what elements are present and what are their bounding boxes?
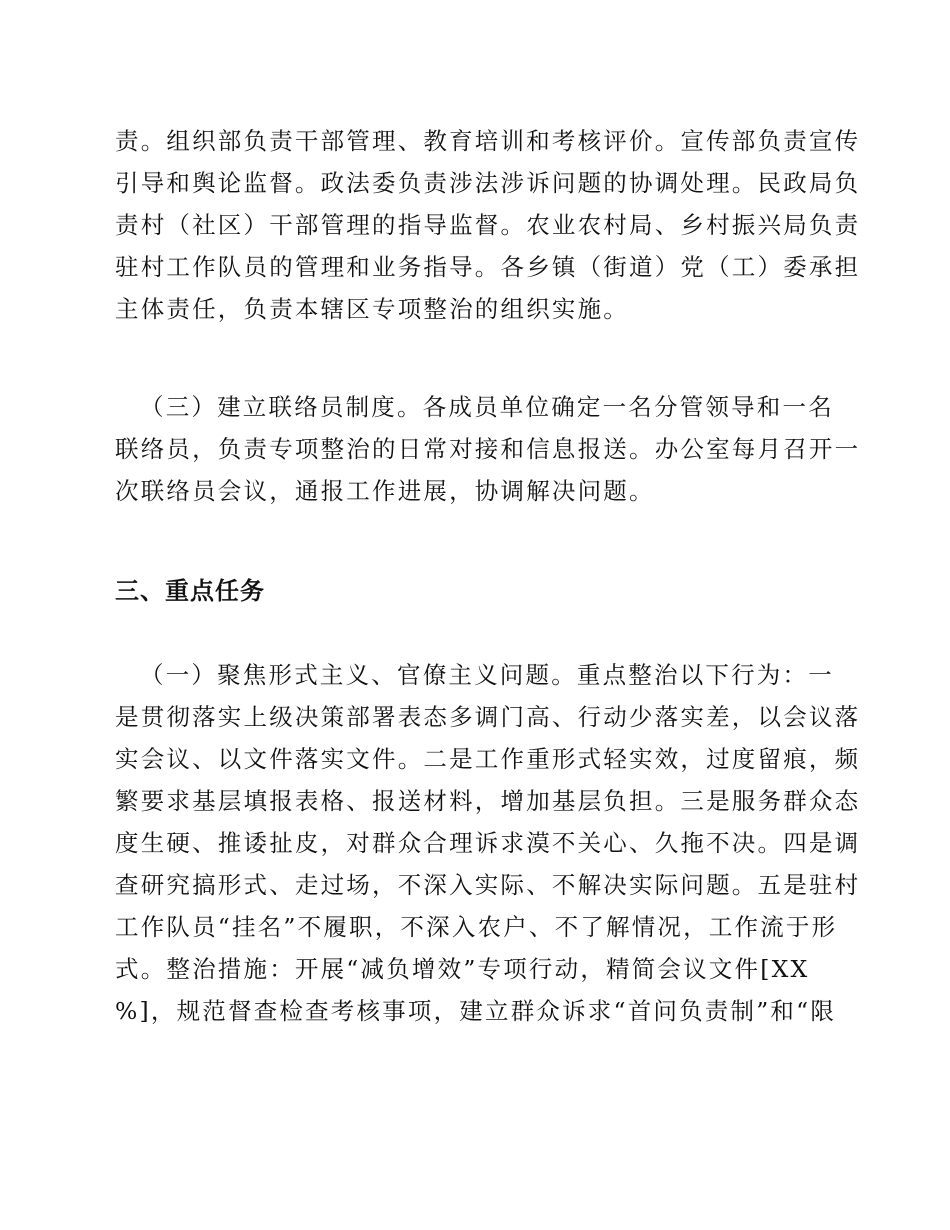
body-text-line: 驻村工作队员的管理和业务指导。各乡镇（街道）党（工）委承担: [115, 253, 861, 281]
body-text-line: 次联络员会议，通报工作进展，协调解决问题。: [115, 477, 655, 505]
body-text-line: 责村（社区）干部管理的指导监督。农业农村局、乡村振兴局负责: [115, 211, 861, 239]
body-text-line: 工作队员“挂名”不履职，不深入农户、不了解情况，工作流于形: [115, 913, 838, 941]
body-text-line: 查研究搞形式、走过场，不深入实际、不解决实际问题。五是驻村: [115, 871, 861, 899]
body-text-line: 是贯彻落实上级决策部署表态多调门高、行动少落实差，以会议落: [115, 703, 861, 731]
body-text-line: （三）建立联络员制度。各成员单位确定一名分管领导和一名: [140, 393, 834, 421]
body-text-line: 度生硬、推诿扯皮，对群众合理诉求漠不关心、久拖不决。四是调: [115, 829, 861, 857]
body-text-line: 责。组织部负责干部管理、教育培训和考核评价。宣传部负责宣传: [115, 127, 861, 155]
body-text-line: 联络员，负责专项整治的日常对接和信息报送。办公室每月召开一: [115, 435, 861, 463]
body-text-line: %]，规范督查检查考核事项，建立群众诉求“首问负责制”和“限: [115, 997, 837, 1025]
body-text-line: 繁要求基层填报表格、报送材料，增加基层负担。三是服务群众态: [115, 787, 861, 815]
section-heading: 三、重点任务: [115, 577, 265, 605]
body-text-line: 主体责任，负责本辖区专项整治的组织实施。: [115, 295, 629, 323]
body-text-line: （一）聚焦形式主义、官僚主义问题。重点整治以下行为：一: [140, 661, 834, 689]
body-text-line: 引导和舆论监督。政法委负责涉法涉诉问题的协调处理。民政局负: [115, 169, 861, 197]
body-text-line: 式。整治措施：开展“减负增效”专项行动，精简会议文件[XX: [115, 955, 810, 983]
body-text-line: 实会议、以文件落实文件。二是工作重形式轻实效，过度留痕，频: [115, 745, 861, 773]
